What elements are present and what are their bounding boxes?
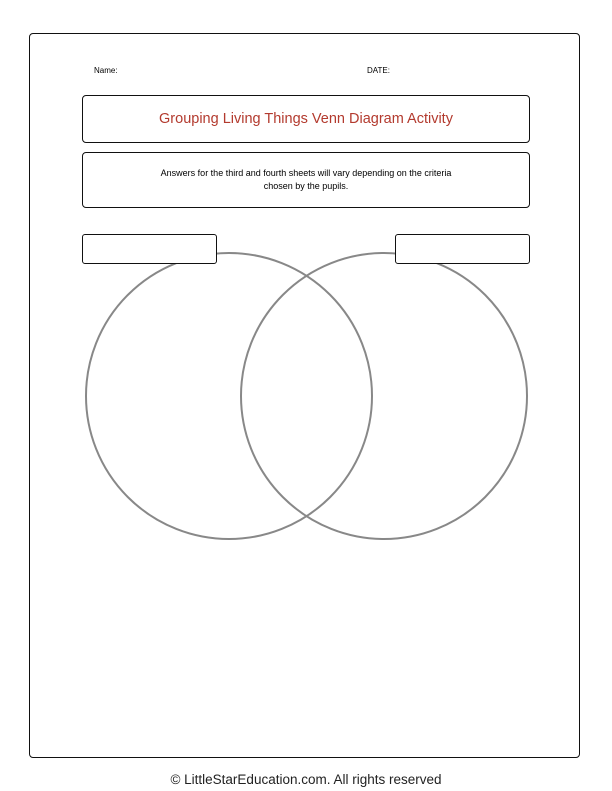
venn-left-circle — [86, 253, 372, 539]
left-set-label-box[interactable] — [82, 234, 217, 264]
page-title: Grouping Living Things Venn Diagram Activity — [159, 111, 453, 127]
right-set-label-box[interactable] — [395, 234, 530, 264]
date-label: DATE: — [367, 66, 390, 75]
instructions-text: Answers for the third and fourth sheets will vary depending on the criteria chosen by the pupils. — [160, 168, 452, 191]
copyright-footer: © LittleStarEducation.com. All rights reserved — [170, 772, 442, 787]
venn-right-circle — [241, 253, 527, 539]
name-label: Name: — [94, 66, 118, 75]
